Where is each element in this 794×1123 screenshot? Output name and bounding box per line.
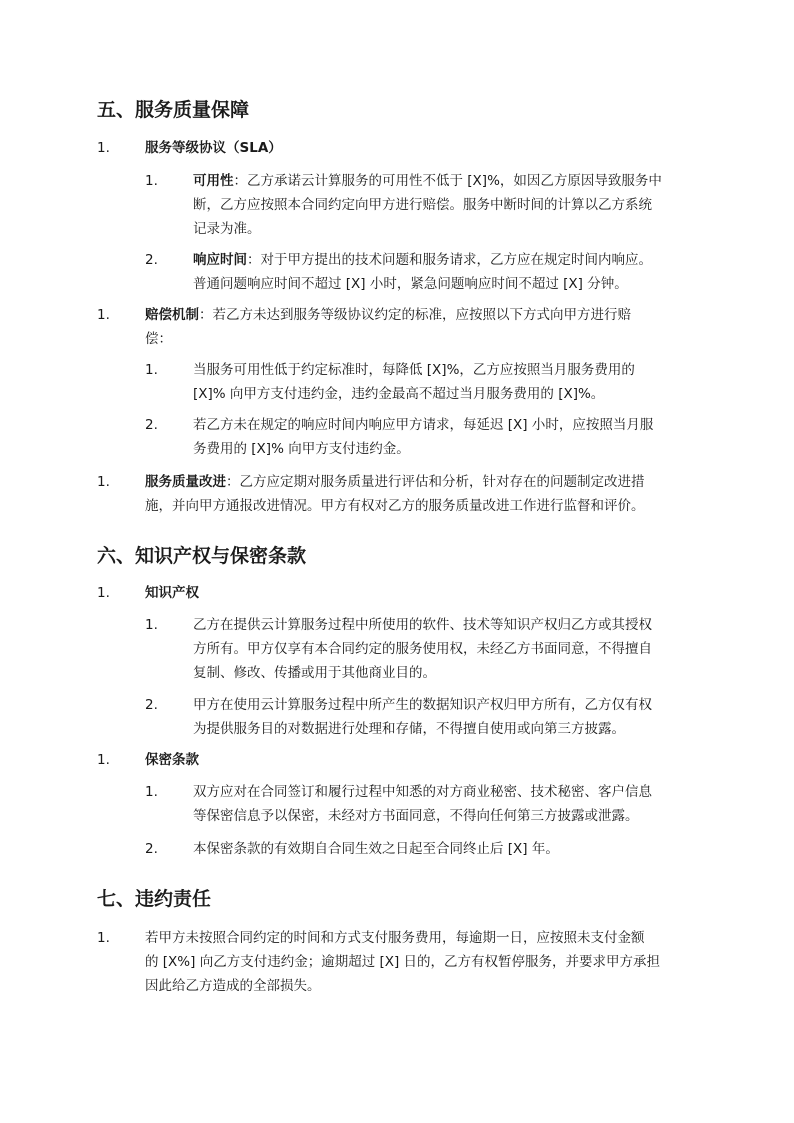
- item-number: 1.: [97, 752, 110, 768]
- item-text-line: 因此给乙方造成的全部损失。: [145, 978, 321, 994]
- item-text-line: 甲方在使用云计算服务过程中所产生的数据知识产权归甲方所有，乙方仅有权: [193, 697, 652, 713]
- item-text-line: 为提供服务目的对数据进行处理和存储，不得擅自使用或向第三方披露。: [193, 721, 625, 737]
- list-item: [97, 926, 707, 998]
- item-text-line: 的 [X%] 向乙方支付违约金；逾期超过 [X] 日的，乙方有权暂停服务，并要求甲方承担: [145, 954, 661, 970]
- item-text-line: 偿：: [145, 331, 172, 347]
- item-text-line: 当服务可用性低于约定标准时，每降低 [X]%，乙方应按照当月服务费用的: [193, 362, 635, 378]
- list-item: [145, 613, 705, 685]
- item-term: 可用性: [193, 173, 234, 189]
- section-title: 七、违约责任: [97, 888, 212, 910]
- item-number: 1.: [97, 474, 110, 490]
- item-text-line: 若甲方未按照合同约定的时间和方式支付服务费用，每逾期一日，应按照未支付金额: [145, 930, 645, 946]
- list-item: [145, 837, 705, 861]
- list-item: [97, 581, 697, 605]
- list-item: [145, 169, 705, 241]
- item-text-line: ：对于甲方提出的技术问题和服务请求，乙方应在规定时间内响应。: [247, 252, 652, 268]
- item-term: 保密条款: [145, 752, 199, 768]
- list-item: [97, 136, 697, 160]
- item-term: 服务质量改进: [145, 474, 226, 490]
- item-number: 1.: [97, 140, 110, 156]
- item-text-line: 复制、修改、传播或用于其他商业目的。: [193, 665, 436, 681]
- list-item: [97, 303, 697, 351]
- list-item: [145, 248, 705, 296]
- item-number: 1.: [145, 784, 158, 800]
- item-text-line: 乙方在提供云计算服务过程中所使用的软件、技术等知识产权归乙方或其授权: [193, 617, 652, 633]
- item-text-line: 记录为准。: [193, 221, 261, 237]
- item-number: 2.: [145, 841, 158, 857]
- item-number: 1.: [145, 617, 158, 633]
- item-text-line: 本保密条款的有效期自合同生效之日起至合同终止后 [X] 年。: [193, 841, 559, 857]
- list-item: [145, 413, 705, 461]
- item-text-line: 等保密信息予以保密，未经对方书面同意，不得向任何第三方披露或泄露。: [193, 808, 639, 824]
- section-title: 六、知识产权与保密条款: [97, 545, 307, 567]
- item-number: 2.: [145, 417, 158, 433]
- item-text-line: 方所有。甲方仅享有本合同约定的服务使用权，未经乙方书面同意，不得擅自: [193, 641, 652, 657]
- list-item: [97, 748, 697, 772]
- item-text-line: ：若乙方未达到服务等级协议约定的标准，应按照以下方式向甲方进行赔: [199, 307, 631, 323]
- item-term: 知识产权: [145, 585, 199, 601]
- item-text-line: 务费用的 [X]% 向甲方支付违约金。: [193, 441, 410, 457]
- item-text-line: 断，乙方应按照本合同约定向甲方进行赔偿。服务中断时间的计算以乙方系统: [193, 197, 652, 213]
- list-item: [145, 693, 705, 741]
- item-text-line: 若乙方未在规定的响应时间内响应甲方请求，每延迟 [X] 小时，应按照当月服: [193, 417, 654, 433]
- item-text-line: ：乙方承诺云计算服务的可用性不低于 [X]%，如因乙方原因导致服务中: [233, 173, 662, 189]
- item-number: 1.: [97, 585, 110, 601]
- item-term: 响应时间: [193, 252, 247, 268]
- item-number: 1.: [145, 362, 158, 378]
- list-item: [97, 470, 707, 518]
- item-text-line: [X]% 向甲方支付违约金，违约金最高不超过当月服务费用的 [X]%。: [193, 386, 605, 402]
- item-term: 赔偿机制: [145, 307, 199, 323]
- item-text-line: ：乙方应定期对服务质量进行评估和分析，针对存在的问题制定改进措: [226, 474, 645, 490]
- item-number: 2.: [145, 252, 158, 268]
- item-term: 服务等级协议（SLA）: [145, 140, 282, 156]
- item-text-line: 施，并向甲方通报改进情况。甲方有权对乙方的服务质量改进工作进行监督和评价。: [145, 498, 645, 514]
- list-item: [145, 780, 705, 828]
- list-item: [145, 358, 705, 406]
- item-text-line: 普通问题响应时间不超过 [X] 小时，紧急问题响应时间不超过 [X] 分钟。: [193, 276, 628, 292]
- item-text-line: 双方应对在合同签订和履行过程中知悉的对方商业秘密、技术秘密、客户信息: [193, 784, 652, 800]
- section-title: 五、服务质量保障: [97, 99, 250, 121]
- item-number: 2.: [145, 697, 158, 713]
- item-number: 1.: [97, 307, 110, 323]
- item-number: 1.: [97, 930, 110, 946]
- item-number: 1.: [145, 173, 158, 189]
